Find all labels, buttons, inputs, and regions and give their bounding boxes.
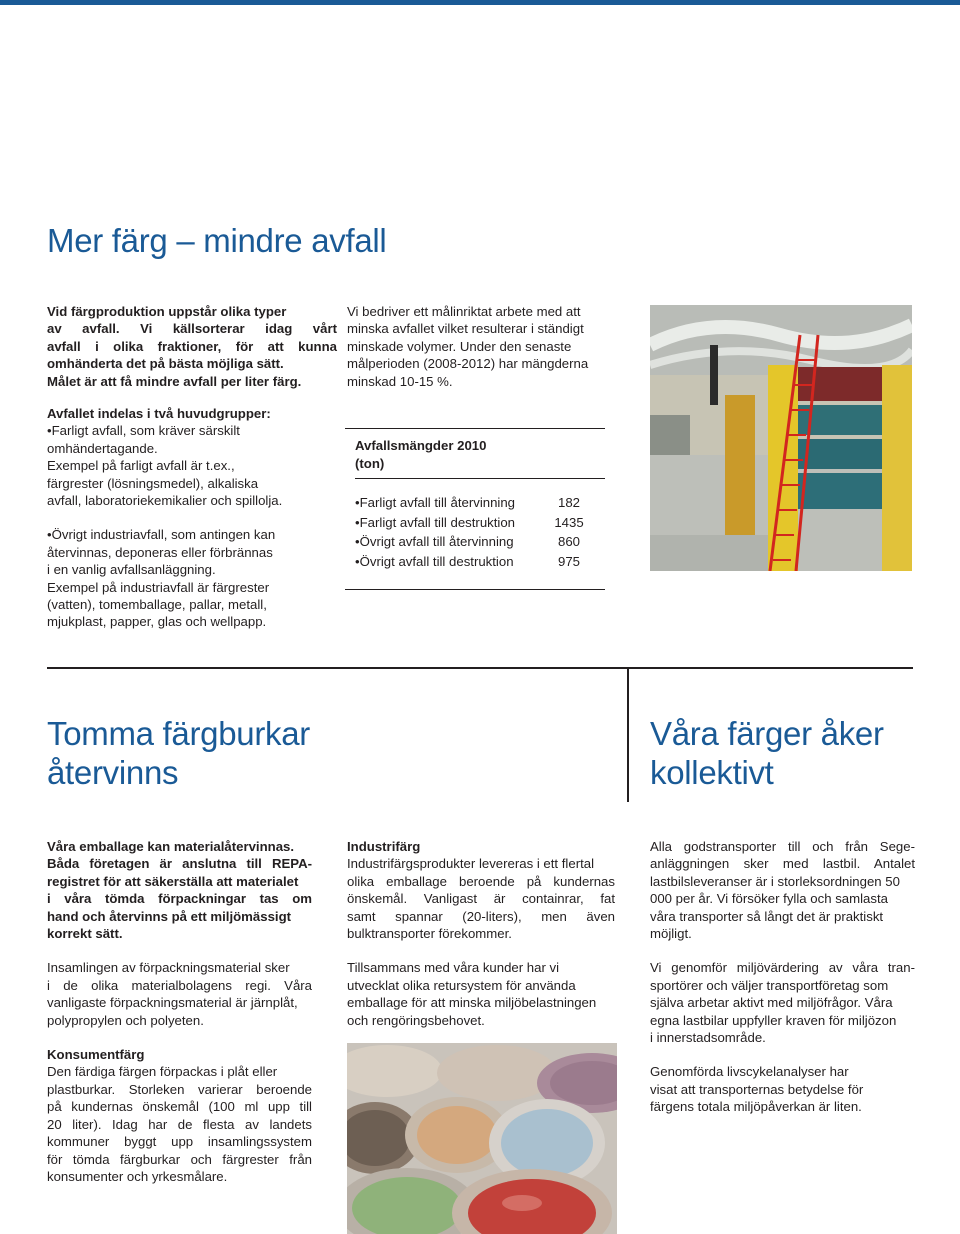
bullet-hazardous: • Farligt avfall, som kräver särskilt: [47, 422, 337, 439]
text-line: korrekt sätt.: [47, 926, 123, 942]
text-line: Exempel på industriavfall är färgrester: [47, 579, 270, 595]
text-line: hand och återvinns på ett miljömässigt: [47, 908, 292, 924]
industry-column: [347, 838, 615, 1029]
text-line: Genomförda livscykelanalyser har: [650, 1064, 849, 1080]
text-line: plastburkar. Storleken varierar beroende: [47, 1081, 312, 1097]
section-heading-transport: [650, 714, 884, 792]
text-line: olika emballage beroende på kundernas: [347, 873, 615, 889]
text-line: egna lastbilar uppfyller kraven för miljözon: [650, 1012, 897, 1028]
text-line: mjukplast, papper, glas och wellpapp.: [47, 614, 267, 630]
text-line: minskade volymer. Under den senaste: [347, 338, 572, 354]
paint-lids-photo: [347, 1043, 617, 1234]
table-row: [355, 552, 595, 572]
row-value: 182: [557, 495, 580, 510]
heading-line: Våra färger åker: [650, 715, 884, 752]
text-line: Vid färgproduktion uppstår olika typer: [47, 304, 287, 319]
text-line: visat att transporternas betydelse för: [650, 1081, 864, 1097]
text-line: av avfall. Vi källsorterar idag vårt: [47, 321, 337, 337]
text-line: Exempel på farligt avfall är t.ex.,: [47, 458, 235, 474]
table-row: [355, 493, 595, 513]
text-line: färgrester (lösningsmedel), alkaliska: [47, 475, 259, 491]
page-title: Mer färg – mindre avfall: [47, 222, 387, 259]
text-line: avfall, laboratoriekemikalier och spillolja.: [47, 493, 283, 509]
row-label: • Övrigt avfall till destruktion: [355, 552, 514, 572]
waste-table: [345, 428, 605, 590]
text-line: registret för att säkerställa att materialet: [47, 873, 299, 889]
text-line: bulktransporter förekommer.: [347, 926, 512, 942]
text-line: möjligt.: [650, 926, 692, 942]
text-line: i en vanlig avfallsanläggning.: [47, 562, 216, 578]
heading-line: Tomma färgburkar: [47, 715, 310, 752]
text-line: Båda företagen är anslutna till REPA-: [47, 856, 312, 872]
intro-text: [47, 303, 337, 390]
text-line: kommuner byggt upp insamlingssystem: [47, 1134, 312, 1150]
heading-line: kollektivt: [650, 754, 774, 791]
column-divider: [627, 668, 629, 802]
text-line: i de olika materialbolagens regi. Våra: [47, 977, 312, 993]
text-line: på kundernas önskemål (100 ml upp till: [47, 1099, 312, 1115]
text-line: omhänderta det på bästa möjliga sätt.: [47, 356, 284, 372]
text-line: avfall i olika fraktioner, för att kunna: [47, 338, 337, 354]
text-line: vanligaste förpackningsmaterial är järnplåt,: [47, 995, 298, 1011]
text-line: (vatten), tomemballage, pallar, metall,: [47, 597, 267, 613]
text-line: i innerstadsområde.: [650, 1030, 766, 1046]
waste-groups: [47, 405, 337, 631]
table-row: [355, 532, 595, 552]
industry-title: Industrifärg: [347, 839, 421, 854]
text-line: målperioden (2008-2012) har mängderna: [347, 356, 589, 372]
goal-text: [347, 303, 627, 390]
bullet-industrial: • Övrigt industriavfall, som antingen kan: [47, 526, 337, 543]
waste-table-unit: (ton): [355, 456, 385, 471]
text-line: 000 per år. Vi försöker fylla och samlasta: [650, 891, 888, 907]
text-line: lastbilsleveranser är i storleksordningen 50: [650, 873, 900, 889]
consumer-title: Konsumentfärg: [47, 1047, 145, 1063]
text-line: Insamlingen av förpackningsmaterial sker: [47, 960, 290, 976]
section-heading-recycling: [47, 714, 310, 792]
text-line: emballage för att minska miljöbelastningen: [347, 995, 597, 1011]
text-line: omhändertagande.: [47, 440, 158, 456]
text-line: färgens totala miljöpåverkan är liten.: [650, 1099, 862, 1115]
heading-line: återvinns: [47, 754, 179, 791]
table-row: [355, 513, 595, 533]
text-line: för tömda färgburkar och färgrester från: [47, 1151, 312, 1167]
section-divider: [47, 667, 913, 669]
text-line: utvecklat olika retursystem för använda: [347, 977, 576, 993]
groups-title: Avfallet indelas i två huvudgrupper:: [47, 406, 271, 421]
divider: [355, 478, 605, 479]
text-line: konsumenter och yrkesmålare.: [47, 1168, 228, 1184]
packaging-column: [47, 838, 312, 1185]
text-line: minska avfallet vilket resulterar i ständigt: [347, 321, 584, 337]
row-label: • Övrigt avfall till återvinning: [355, 532, 514, 552]
text-line: polypropylen och polyeten.: [47, 1012, 204, 1028]
text-line: i våra tömda förpackningar tas om: [47, 891, 312, 907]
text-line: minskad 10-15 %.: [347, 373, 453, 389]
text-line: själva arbetar aktivt med miljöfrågor. Våra: [650, 995, 893, 1011]
row-label: • Farligt avfall till destruktion: [355, 513, 515, 533]
text-line: anläggningen sker med lastbil. Antalet: [650, 856, 915, 872]
row-value: 975: [557, 553, 580, 569]
text-line: önskemål. Vanligast är containrar, fat: [347, 891, 615, 907]
waste-table-title: [355, 437, 486, 473]
text-line: Den färdiga färgen förpackas i plåt eller: [47, 1064, 278, 1080]
text-line: Vi bedriver ett målinriktat arbete med att: [347, 304, 581, 319]
row-value: 1435: [554, 514, 584, 530]
transport-column: [650, 838, 915, 1116]
text-line: våra transporter så långt det är praktiskt: [650, 908, 884, 924]
text-line: Vi genomför miljövärdering av våra tran-: [650, 960, 915, 976]
text-line: sportörer och väljer transportföretag som: [650, 977, 889, 993]
text-line: Tillsammans med våra kunder har vi: [347, 960, 560, 976]
text-line: och rengöringsbehovet.: [347, 1012, 485, 1028]
factory-photo: [650, 305, 912, 571]
text-line: samt spannar (20-liters), men även: [347, 908, 615, 924]
text-line: Målet är att få mindre avfall per liter färg.: [47, 373, 302, 389]
waste-table-title-line: Avfallsmängder 2010: [355, 438, 487, 453]
top-accent-bar: [0, 0, 960, 5]
row-label: • Farligt avfall till återvinning: [355, 493, 515, 513]
text-line: Våra emballage kan materialåtervinnas.: [47, 839, 295, 854]
text-line: återvinnas, deponeras eller förbrännas: [47, 544, 273, 560]
text-line: Alla godstransporter till och från Sege-: [650, 839, 915, 854]
text-line: 20 liter). Idag har de flesta av landets: [47, 1116, 312, 1132]
text-line: Industrifärgsprodukter levereras i ett flertal: [347, 856, 595, 872]
row-value: 860: [557, 534, 580, 550]
